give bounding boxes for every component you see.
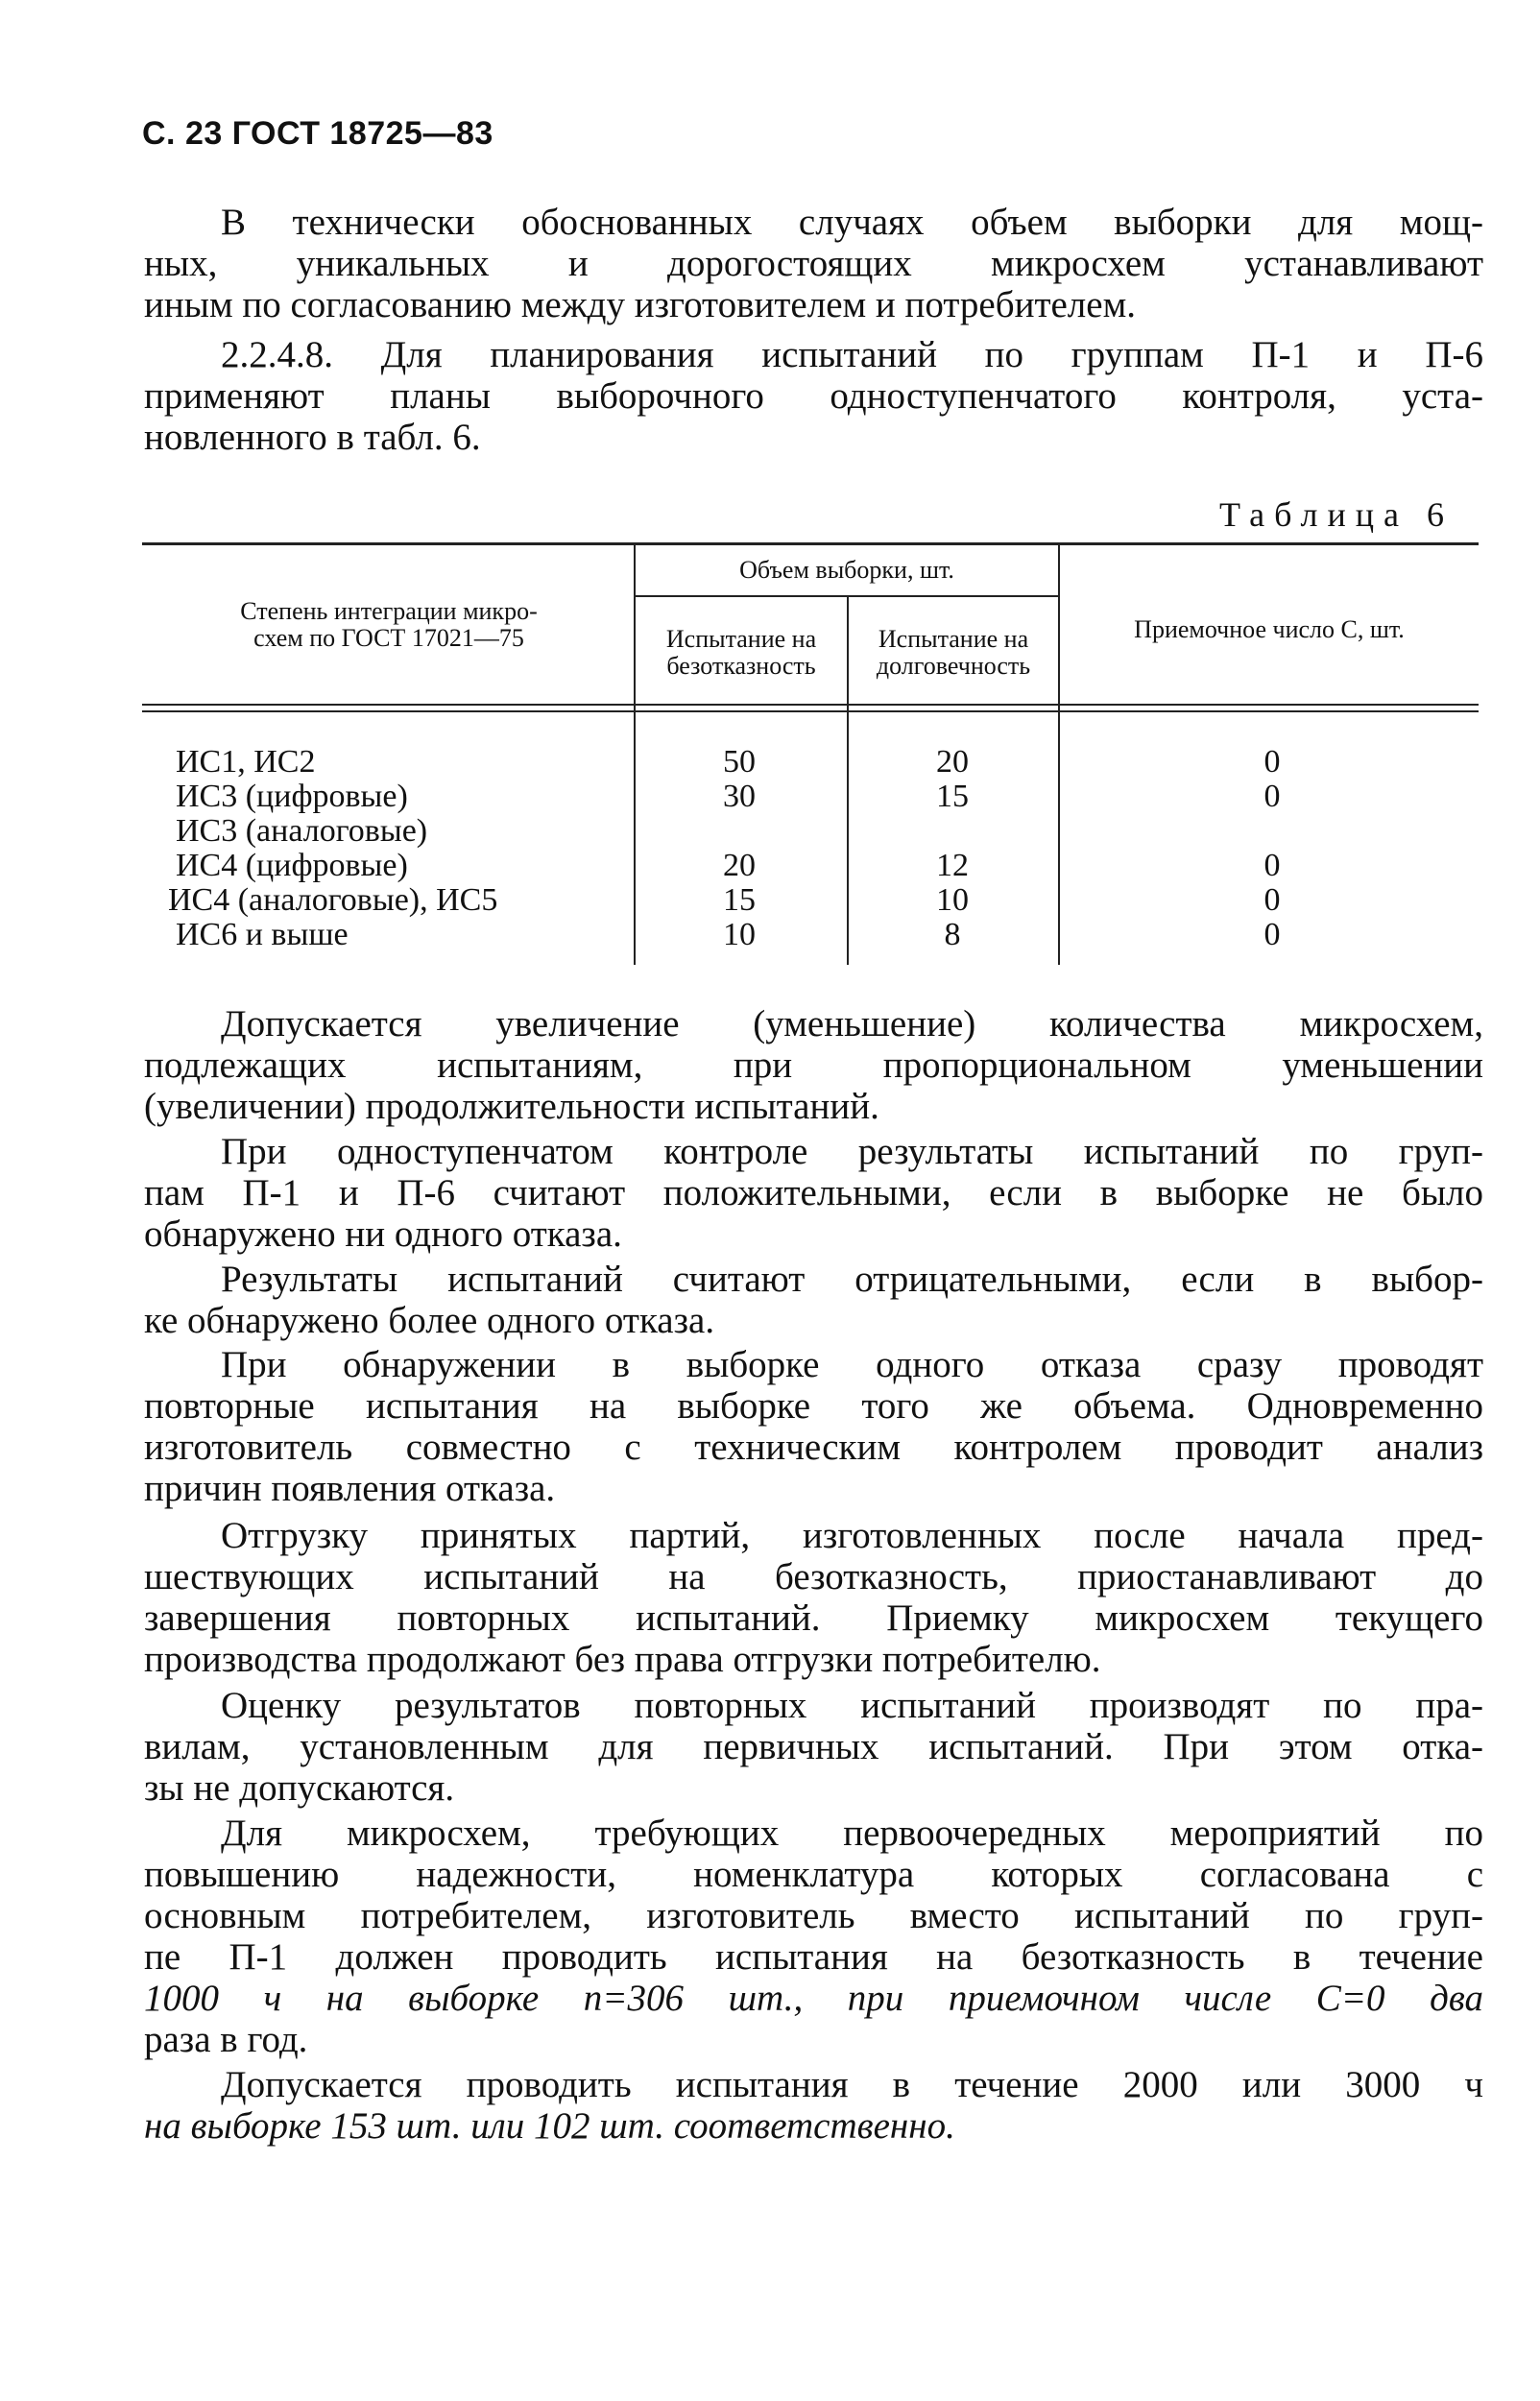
text-line: Для микросхем, требующих первоочередных мероприятий по <box>221 1813 1483 1854</box>
table-cell-reliability: 30 <box>723 779 756 814</box>
paragraph-positive-results <box>144 1131 1483 1255</box>
paragraph-alternative-duration <box>144 2064 1483 2147</box>
text-line: В технически обоснованных случаях объем выборки для мощ- <box>221 202 1483 243</box>
text-line: Отгрузку принятых партий, изготовленных после начала пред- <box>221 1515 1483 1556</box>
text-line: подлежащих испытаниям, при пропорциональном уменьшении <box>144 1044 1483 1086</box>
text-line: Результаты испытаний считают отрицательными, если в выбор- <box>221 1259 1483 1300</box>
table-cell-durability: 20 <box>936 744 969 780</box>
text-line: 1000 ч на выборке n=306 шт., при приемочном числе С=0 два <box>144 1978 1483 2019</box>
text-line: пе П-1 должен проводить испытания на безотказность в течение <box>144 1936 1483 1978</box>
text-line: зы не допускаются. <box>144 1767 455 1809</box>
text-line: обнаружено ни одного отказа. <box>144 1213 622 1255</box>
text-line: При одноступенчатом контроле результаты испытаний по груп- <box>221 1131 1483 1172</box>
text-line: производства продолжают без права отгрузки потребителю. <box>144 1639 1101 1680</box>
table-cell-durability: 10 <box>936 882 969 918</box>
header-line: Объем выборки, шт. <box>739 556 954 584</box>
paragraph-one-failure <box>144 1344 1483 1509</box>
header-integration-degree <box>158 598 619 652</box>
table-cell-degree: ИС4 (аналоговые), ИС5 <box>168 882 498 918</box>
paragraph-increase-decrease <box>144 1003 1483 1127</box>
header-sample-volume <box>636 557 1058 584</box>
table-caption: Таблица 6 <box>1219 495 1454 534</box>
text-line: новленного в табл. 6. <box>144 417 481 458</box>
text-line: раза в год. <box>144 2019 308 2060</box>
text-line: причин появления отказа. <box>144 1468 556 1509</box>
table-cell-degree: ИС3 (аналоговые) <box>176 813 428 849</box>
text-line: вилам, установленным для первичных испытаний. При этом отка- <box>144 1726 1483 1767</box>
text-line: При обнаружении в выборке одного отказа сразу проводят <box>221 1344 1483 1385</box>
text-line: шествующих испытаний на безотказность, приостанавливают до <box>144 1556 1483 1597</box>
table-cell-acceptance: 0 <box>1263 744 1281 780</box>
table-cell-durability: 12 <box>936 848 969 883</box>
paragraph-negative-results <box>144 1259 1483 1341</box>
header-durability-test <box>849 626 1058 680</box>
text-line: основным потребителем, изготовитель вместо испытаний по груп- <box>144 1895 1483 1936</box>
table-cell-durability: 8 <box>944 917 961 952</box>
header-line: схем по ГОСТ 17021—75 <box>253 624 524 652</box>
table-cell-acceptance: 0 <box>1263 779 1281 814</box>
header-acceptance-number <box>1060 616 1479 643</box>
text-line: пам П-1 и П-6 считают положительными, если в выборке не было <box>144 1172 1483 1213</box>
table-header-rule-1 <box>142 704 1479 706</box>
header-line: Степень интеграции микро- <box>240 597 538 625</box>
text-line: применяют планы выборочного одноступенчатого контроля, уста- <box>144 375 1483 417</box>
table-cell-reliability: 15 <box>723 882 756 918</box>
paragraph-sample-volume-note <box>144 202 1483 325</box>
text-line: на выборке 153 шт. или 102 шт. соответственно. <box>144 2105 955 2147</box>
header-line: Испытание на <box>665 625 817 653</box>
table-cell-reliability: 50 <box>723 744 756 780</box>
table-cell-degree: ИС4 (цифровые) <box>176 848 408 883</box>
table-cell-durability: 15 <box>936 779 969 814</box>
header-line: долговечность <box>876 652 1031 680</box>
page-header: С. 23 ГОСТ 18725—83 <box>142 115 493 152</box>
header-line: безотказность <box>666 652 816 680</box>
table-cell-reliability: 10 <box>723 917 756 952</box>
header-line: Приемочное число С, шт. <box>1134 615 1405 643</box>
table-col-divider-1 <box>634 545 636 965</box>
text-line: Оценку результатов повторных испытаний производят по пра- <box>221 1685 1483 1726</box>
paragraph-repeat-evaluation <box>144 1685 1483 1809</box>
table-cell-degree: ИС1, ИС2 <box>176 744 316 780</box>
table-cell-acceptance: 0 <box>1263 917 1281 952</box>
header-reliability-test <box>636 626 847 680</box>
table-cell-degree: ИС6 и выше <box>176 917 349 952</box>
text-line: ных, уникальных и дорогостоящих микросхем устанавливают <box>144 243 1483 284</box>
table-cell-acceptance: 0 <box>1263 882 1281 918</box>
text-line: повторные испытания на выборке того же объема. Одновременно <box>144 1385 1483 1427</box>
table-cell-degree: ИС3 (цифровые) <box>176 779 408 814</box>
text-line: изготовитель совместно с техническим контролем проводит анализ <box>144 1427 1483 1468</box>
text-line: иным по согласованию между изготовителем и потребителем. <box>144 284 1137 325</box>
table-header-rule-2 <box>142 710 1479 712</box>
paragraph-priority-microcircuits <box>144 1813 1483 2060</box>
text-line: 2.2.4.8. Для планирования испытаний по группам П-1 и П-6 <box>221 334 1483 375</box>
table-cell-reliability: 20 <box>723 848 756 883</box>
text-line: Допускается проводить испытания в течение 2000 или 3000 ч <box>221 2064 1483 2105</box>
header-line: Испытание на <box>878 625 1029 653</box>
text-line: завершения повторных испытаний. Приемку микросхем текущего <box>144 1597 1483 1639</box>
text-line: Допускается увеличение (уменьшение) количества микросхем, <box>221 1003 1483 1044</box>
table-col-divider-3 <box>1058 545 1060 965</box>
paragraph-shipment <box>144 1515 1483 1680</box>
text-line: ке обнаружено более одного отказа. <box>144 1300 715 1341</box>
text-line: повышению надежности, номенклатура которых согласована с <box>144 1854 1483 1895</box>
paragraph-2-2-4-8 <box>144 334 1483 458</box>
text-line: (увеличении) продолжительности испытаний. <box>144 1086 879 1127</box>
table-top-rule <box>142 542 1479 545</box>
table-cell-acceptance: 0 <box>1263 848 1281 883</box>
